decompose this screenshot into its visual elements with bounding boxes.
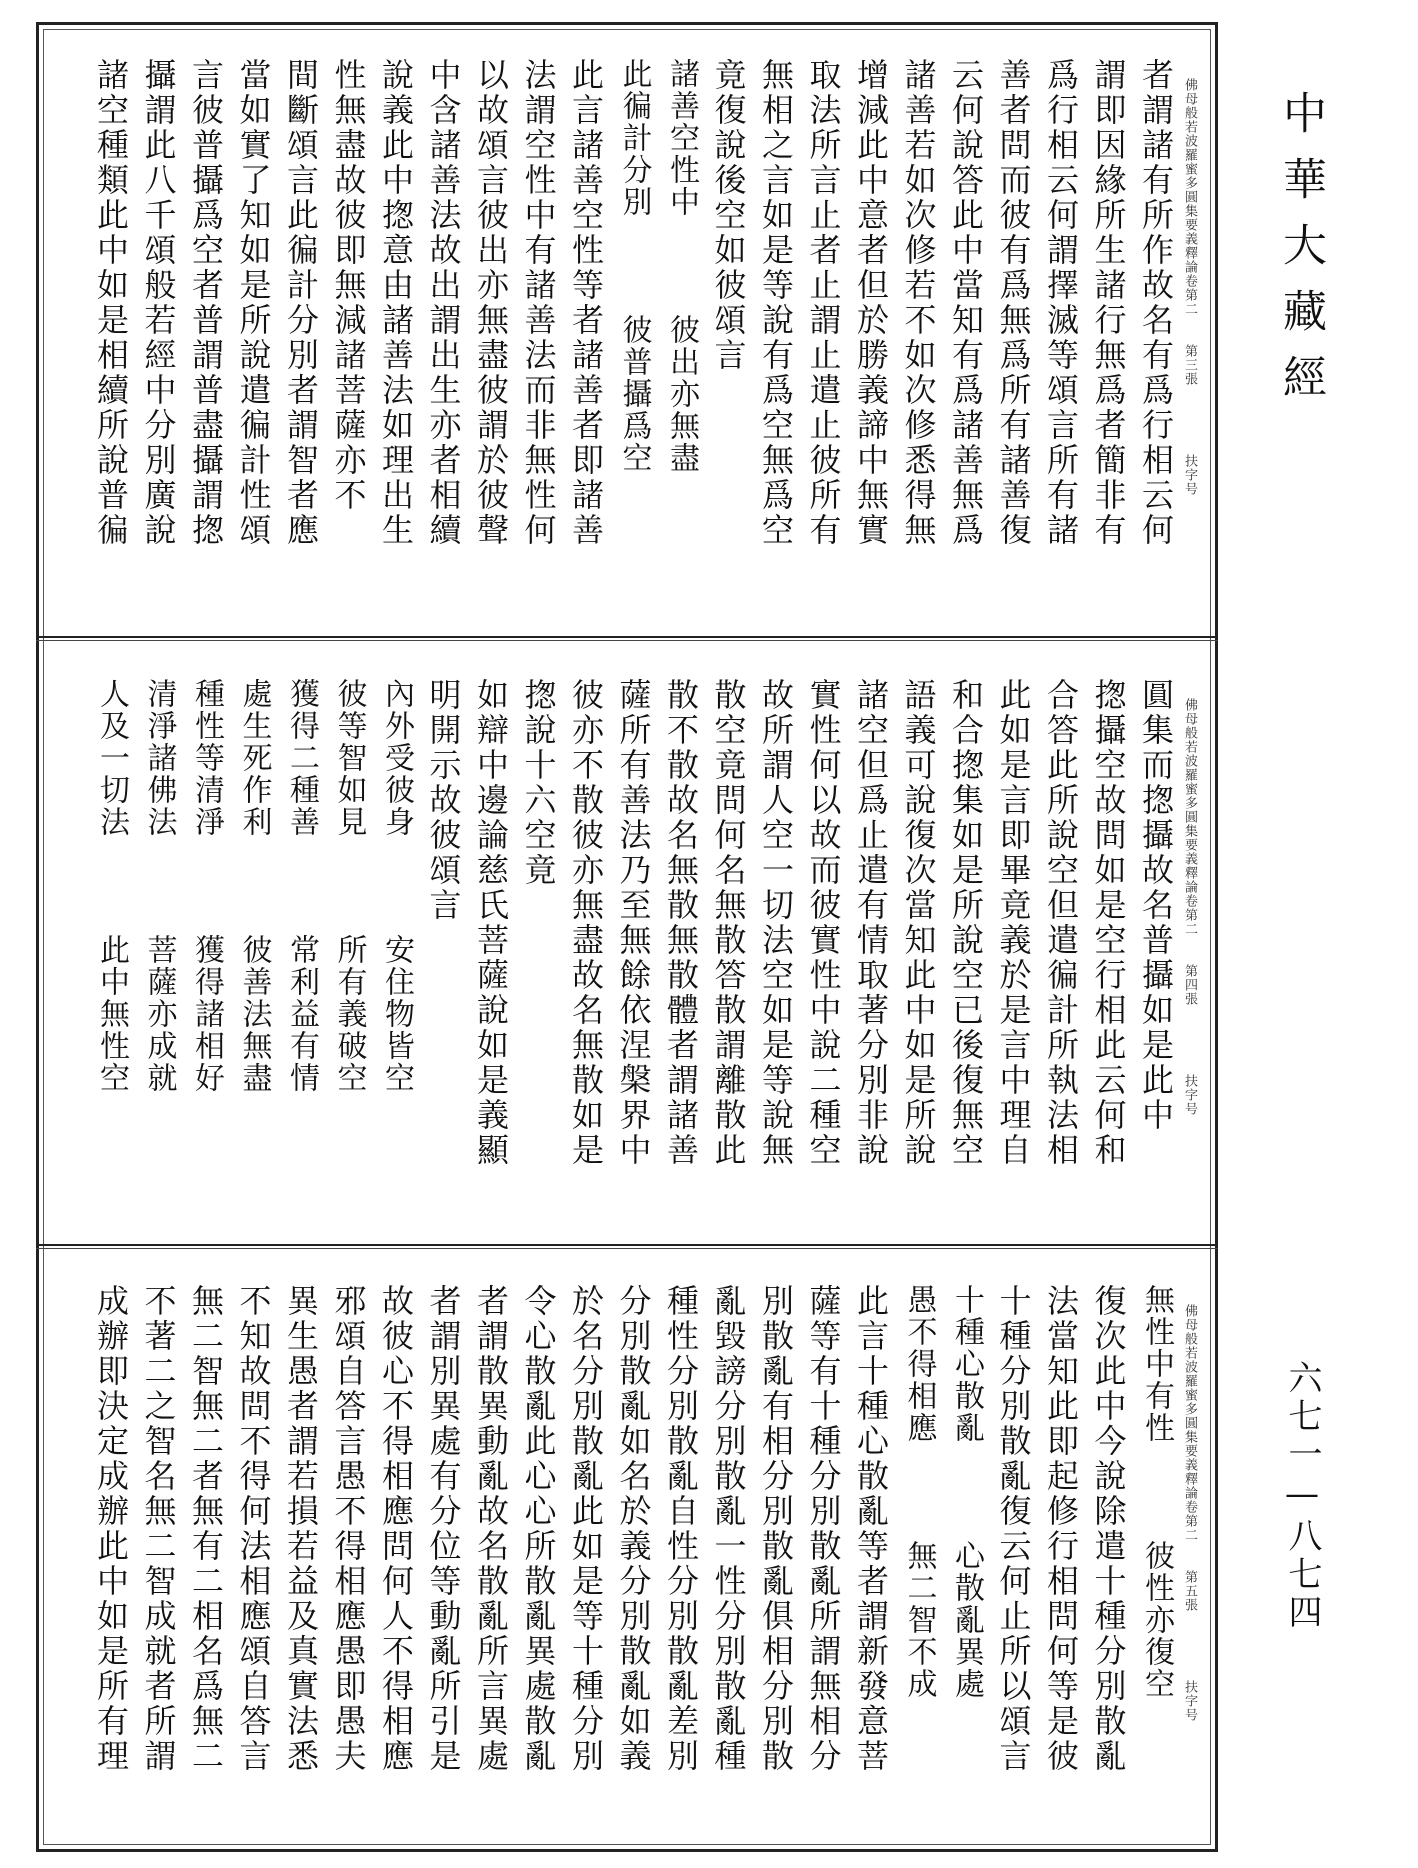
- text-column: 無二智無二者無有二相名爲無二: [187, 1284, 225, 1774]
- volume-mark: 扶字号: [1182, 454, 1197, 496]
- text-column: 諸空種類此中如是相續所說普徧: [92, 58, 130, 548]
- text-column: 薩等有十種分別散亂所謂無相分: [804, 1284, 843, 1774]
- text-column: 和合揔集如是所說空已後復無空: [947, 678, 985, 1168]
- text-column: 於名分別散亂此如是等十種分別: [567, 1284, 605, 1774]
- text-column: 間斷頌言此徧計分別者謂智者應: [282, 58, 320, 548]
- text-column: 散空竟問何名無散答散謂離散此: [709, 678, 748, 1168]
- text-column: 者謂別異處有分位等動亂所引是: [424, 1284, 463, 1774]
- text-column: 說義此中揔意由諸善法如理出生: [377, 58, 415, 548]
- sheet-number: 第三張: [1182, 344, 1197, 386]
- collection-title: 中華大藏經: [1275, 90, 1326, 420]
- text-column: 薩所有善法乃至無餘依涅槃界中: [614, 678, 653, 1168]
- text-column: 中含諸善法故出謂出生亦者相續: [424, 58, 463, 548]
- text-column: 性無盡故彼即無減諸菩薩亦不: [329, 58, 368, 513]
- text-column: 別散亂有相分別散亂俱相分別散: [757, 1284, 795, 1774]
- text-column: 成辦即決定成辦此中如是所有理: [92, 1284, 130, 1774]
- text-column: 種性等清淨 獲得諸相好: [189, 678, 224, 1094]
- text-column: 愚不得相應 無二智不成: [901, 1284, 937, 1700]
- text-column: 取法所言止者止謂止遣止彼所有: [804, 58, 843, 548]
- text-column: 爲行相云何謂擇滅等頌言所有諸: [1042, 58, 1080, 548]
- text-column: 亂毀謗分別散亂一性分別散亂種: [709, 1284, 748, 1774]
- text-column: 令心散亂此心心所散亂異處散亂: [519, 1284, 558, 1774]
- text-column: 諸善若如次修若不如次修悉得無: [899, 58, 938, 548]
- sutra-header: 佛母般若波羅蜜多圓集要義釋論卷第二: [1182, 78, 1197, 316]
- text-column: 此言十種心散亂等者謂新發意菩: [852, 1284, 890, 1774]
- text-column: 異生愚者謂若損若益及真實法悉: [282, 1284, 320, 1774]
- text-column: 明開示故彼頌言: [424, 678, 463, 923]
- text-column: 彼等智如見 所有義破空: [331, 678, 367, 1094]
- text-column: 如辯中邊論慈氏菩薩說如是義顯: [472, 678, 510, 1168]
- text-column: 當如實了知如是所說遣徧計性頌: [234, 58, 273, 548]
- text-column: 者謂諸有所作故名有爲行相云何: [1137, 58, 1175, 548]
- text-column: 善者問而彼有爲無爲所有諸善復: [994, 58, 1033, 548]
- text-column: 不知故問不得何法相應頌自答言: [234, 1284, 273, 1774]
- panel-middle: [40, 644, 1216, 1244]
- text-column: 彼亦不散彼亦無盡故名無散如是: [567, 678, 605, 1168]
- sheet-number: 第五張: [1182, 1570, 1197, 1612]
- text-column: 揔說十六空竟: [519, 678, 558, 888]
- text-column: 此言諸善空性等者諸善者即諸善: [567, 58, 605, 548]
- text-column: 獲得二種善 常利益有情: [284, 678, 319, 1094]
- text-column: 者謂散異動亂故名散亂所言異處: [472, 1284, 510, 1774]
- text-column: 攝謂此八千頌般若經中分別廣說: [139, 58, 178, 548]
- text-column: 分別散亂如名於義分別散亂如義: [614, 1284, 653, 1774]
- text-column: 謂即因緣所生諸行無爲者簡非有: [1089, 58, 1128, 548]
- text-column: 邪頌自答言愚不得相應愚即愚夫: [329, 1284, 368, 1774]
- text-column: 增減此中意者但於勝義諦中無實: [852, 58, 890, 548]
- text-column: 諸空但爲止遣有情取著分別非說: [852, 678, 890, 1168]
- panel-divider: [36, 636, 1218, 641]
- page-number: 六七一—八七四: [1282, 1360, 1322, 1632]
- sheet-number: 第四張: [1182, 964, 1197, 1006]
- panel-divider: [36, 1244, 1218, 1249]
- sutra-header: 佛母般若波羅蜜多圓集要義釋論卷第二: [1182, 698, 1197, 936]
- text-column: 十種分別散亂復云何止所以頌言: [994, 1284, 1033, 1774]
- volume-mark: 扶字号: [1182, 1680, 1197, 1722]
- volume-mark: 扶字号: [1182, 1074, 1197, 1116]
- text-column: 法當知此即起修行相問何等是彼: [1042, 1284, 1080, 1774]
- text-column: 言彼普攝爲空者普謂普盡攝謂揔: [187, 58, 225, 548]
- text-column: 諸善空性中 彼出亦無盡: [664, 58, 699, 474]
- panel-top: [40, 24, 1216, 636]
- text-column: 故所謂人空一切法空如是等說無: [757, 678, 795, 1168]
- text-column: 揔攝空故問如是空行相此云何和: [1089, 678, 1128, 1168]
- text-column: 圓集而揔攝故名普攝如是此中: [1137, 678, 1175, 1133]
- text-column: 竟復說後空如彼頌言: [709, 58, 748, 373]
- text-column: 人及一切法 此中無性空: [94, 678, 129, 1094]
- text-column: 云何說答此中當知有爲諸善無爲: [947, 58, 985, 548]
- text-column: 種性分別散亂自性分別散亂差別: [662, 1284, 700, 1774]
- text-column: 故彼心不得相應問何人不得相應: [377, 1284, 415, 1774]
- text-column: 以故頌言彼出亦無盡彼謂於彼聲: [472, 58, 510, 548]
- text-column: 內外受彼身 安住物皆空: [379, 678, 414, 1094]
- text-column: 語義可說復次當知此中如是所說: [899, 678, 938, 1168]
- text-column: 十種心散亂 心散亂異處: [949, 1284, 984, 1700]
- panel-bottom: [40, 1250, 1216, 1850]
- text-column: 散不散故名無散無散體者謂諸善: [662, 678, 700, 1168]
- text-column: 無性中有性 彼性亦復空: [1139, 1284, 1174, 1700]
- text-column: 法謂空性中有諸善法而非無性何: [519, 58, 558, 548]
- text-column: 此徧計分別 彼普攝爲空: [616, 58, 652, 474]
- text-column: 復次此中今說除遣十種分別散亂: [1089, 1284, 1128, 1774]
- sutra-header: 佛母般若波羅蜜多圓集要義釋論卷第二: [1182, 1304, 1197, 1542]
- text-column: 不著二之智名無二智成就者所謂: [139, 1284, 178, 1774]
- text-column: 清淨諸佛法 菩薩亦成就: [141, 678, 177, 1094]
- text-column: 無相之言如是等說有爲空無爲空: [757, 58, 795, 548]
- text-column: 合答此所說空但遣徧計所執法相: [1042, 678, 1080, 1168]
- text-column: 此如是言即畢竟義於是言中理自: [994, 678, 1033, 1168]
- text-column: 實性何以故而彼實性中說二種空: [804, 678, 843, 1168]
- text-column: 處生死作利 彼善法無盡: [236, 678, 272, 1094]
